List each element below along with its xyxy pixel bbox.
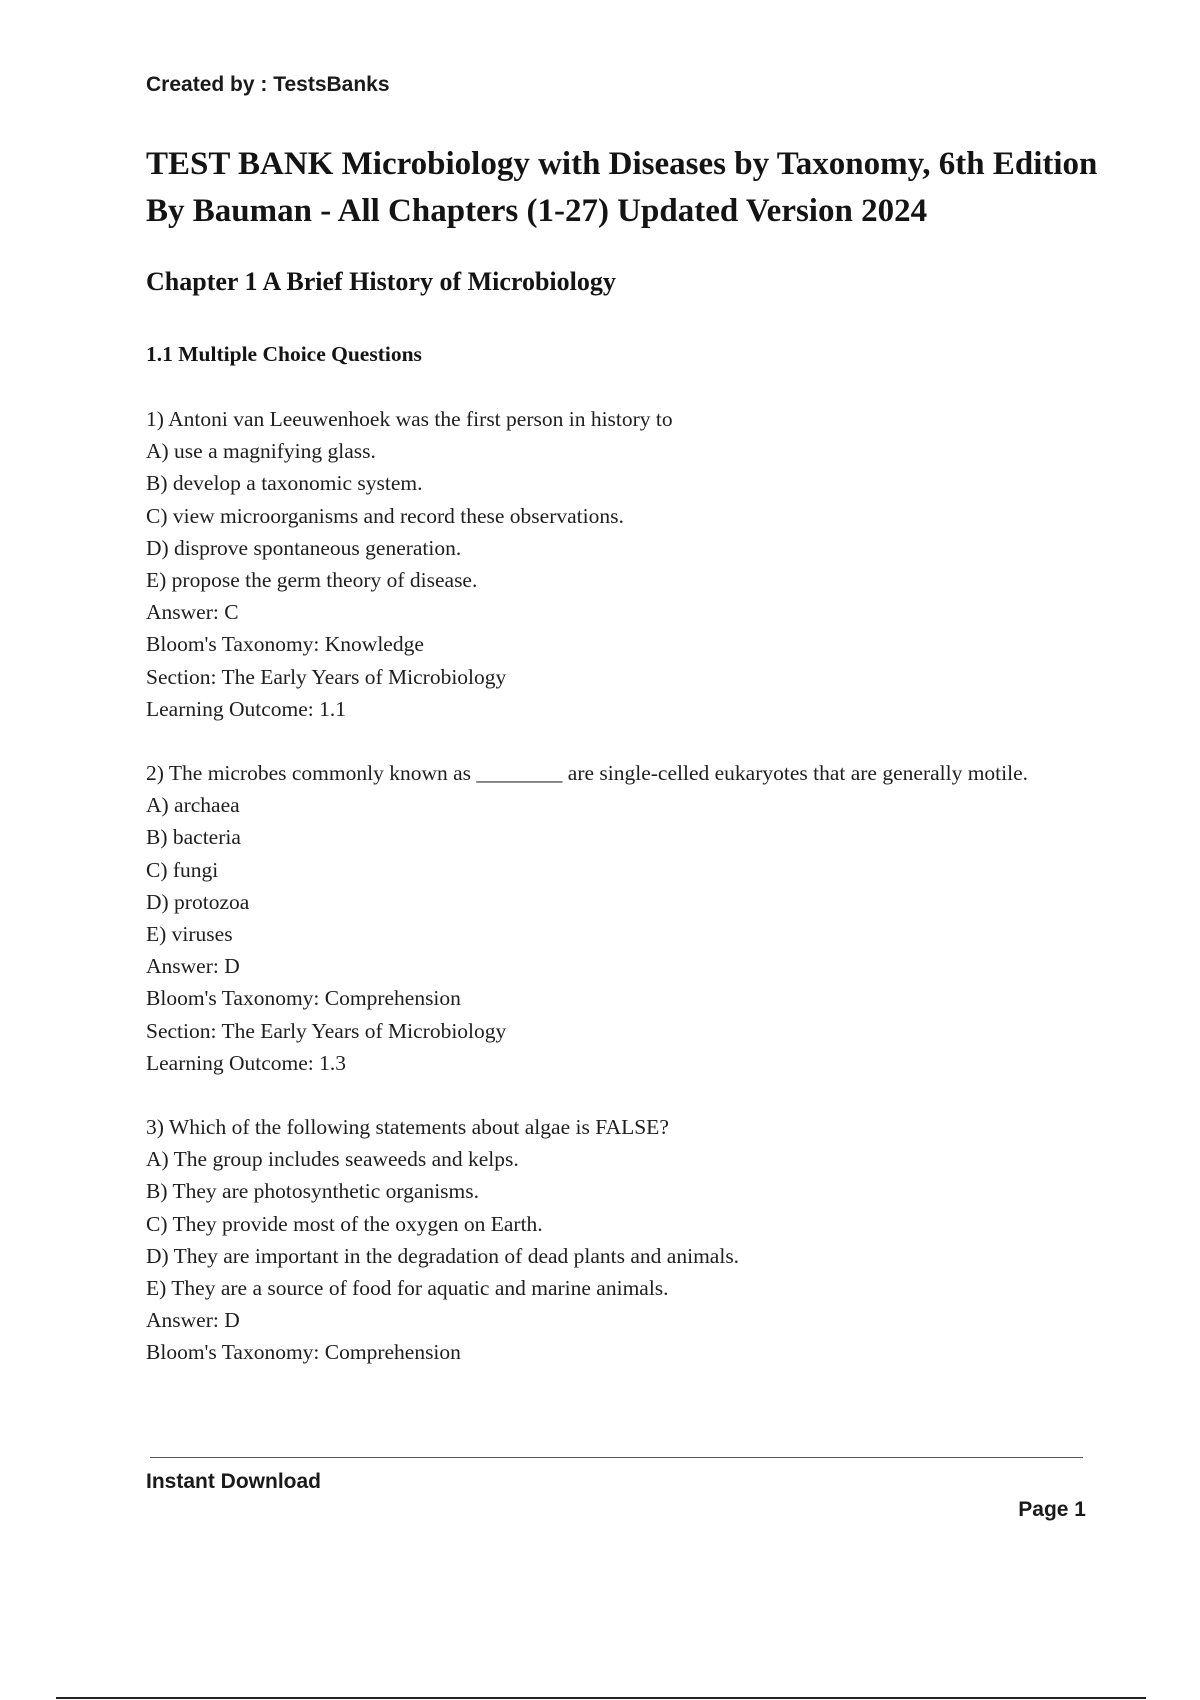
answer-option: E) viruses [146,922,233,947]
answer-option: A) archaea [146,793,240,818]
answer-option: B) They are photosynthetic organisms. [146,1179,479,1204]
answer-option: C) They provide most of the oxygen on Earth. [146,1211,543,1236]
answer-key: Answer: D [146,1308,240,1333]
answer-option: C) view microorganisms and record these observations. [146,503,624,528]
question-section: Section: The Early Years of Microbiology [146,1018,507,1043]
question-2 [146,757,1086,1079]
answer-option: E) propose the germ theory of disease. [146,568,478,593]
bloom-taxonomy: Bloom's Taxonomy: Comprehension [146,986,461,1011]
answer-option: D) protozoa [146,889,250,914]
answer-option: E) They are a source of food for aquatic and marine animals. [146,1276,669,1301]
answer-option: D) disprove spontaneous generation. [146,535,462,560]
answer-option: B) develop a taxonomic system. [146,471,423,496]
question-section: Section: The Early Years of Microbiology [146,664,507,689]
footer-divider [150,1457,1083,1458]
answer-option: A) use a magnifying glass. [146,439,376,464]
answer-key: Answer: C [146,600,239,625]
footer-instant-download: Instant Download [146,1470,321,1493]
created-by-header: Created by : TestsBanks [146,73,390,96]
question-list [146,403,1086,1401]
document-title: TEST BANK Microbiology with Diseases by Taxonomy, 6th Edition By Bauman - All Chapters (1-27) Updated Version 2024 [146,146,1098,229]
answer-option: D) They are important in the degradation of dead plants and animals. [146,1243,740,1268]
bloom-taxonomy: Bloom's Taxonomy: Knowledge [146,632,424,657]
question-stem: 3) Which of the following statements about algae is FALSE? [146,1115,669,1140]
question-1 [146,403,1086,725]
answer-option: C) fungi [146,857,219,882]
section-title: 1.1 Multiple Choice Questions [146,342,422,366]
learning-outcome: Learning Outcome: 1.3 [146,1050,347,1075]
page-number: Page 1 [1018,1498,1086,1521]
answer-option: A) The group includes seaweeds and kelps. [146,1147,519,1172]
page-bottom-divider [56,1697,1146,1699]
bloom-taxonomy: Bloom's Taxonomy: Comprehension [146,1340,461,1365]
chapter-title: Chapter 1 A Brief History of Microbiology [146,267,616,296]
question-stem: 2) The microbes commonly known as ________ are single-celled eukaryotes that are generally motile. [146,761,1029,786]
answer-option: B) bacteria [146,825,241,850]
question-3 [146,1111,1086,1369]
learning-outcome: Learning Outcome: 1.1 [146,696,347,721]
question-stem: 1) Antoni van Leeuwenhoek was the first person in history to [146,407,673,431]
answer-key: Answer: D [146,954,240,979]
